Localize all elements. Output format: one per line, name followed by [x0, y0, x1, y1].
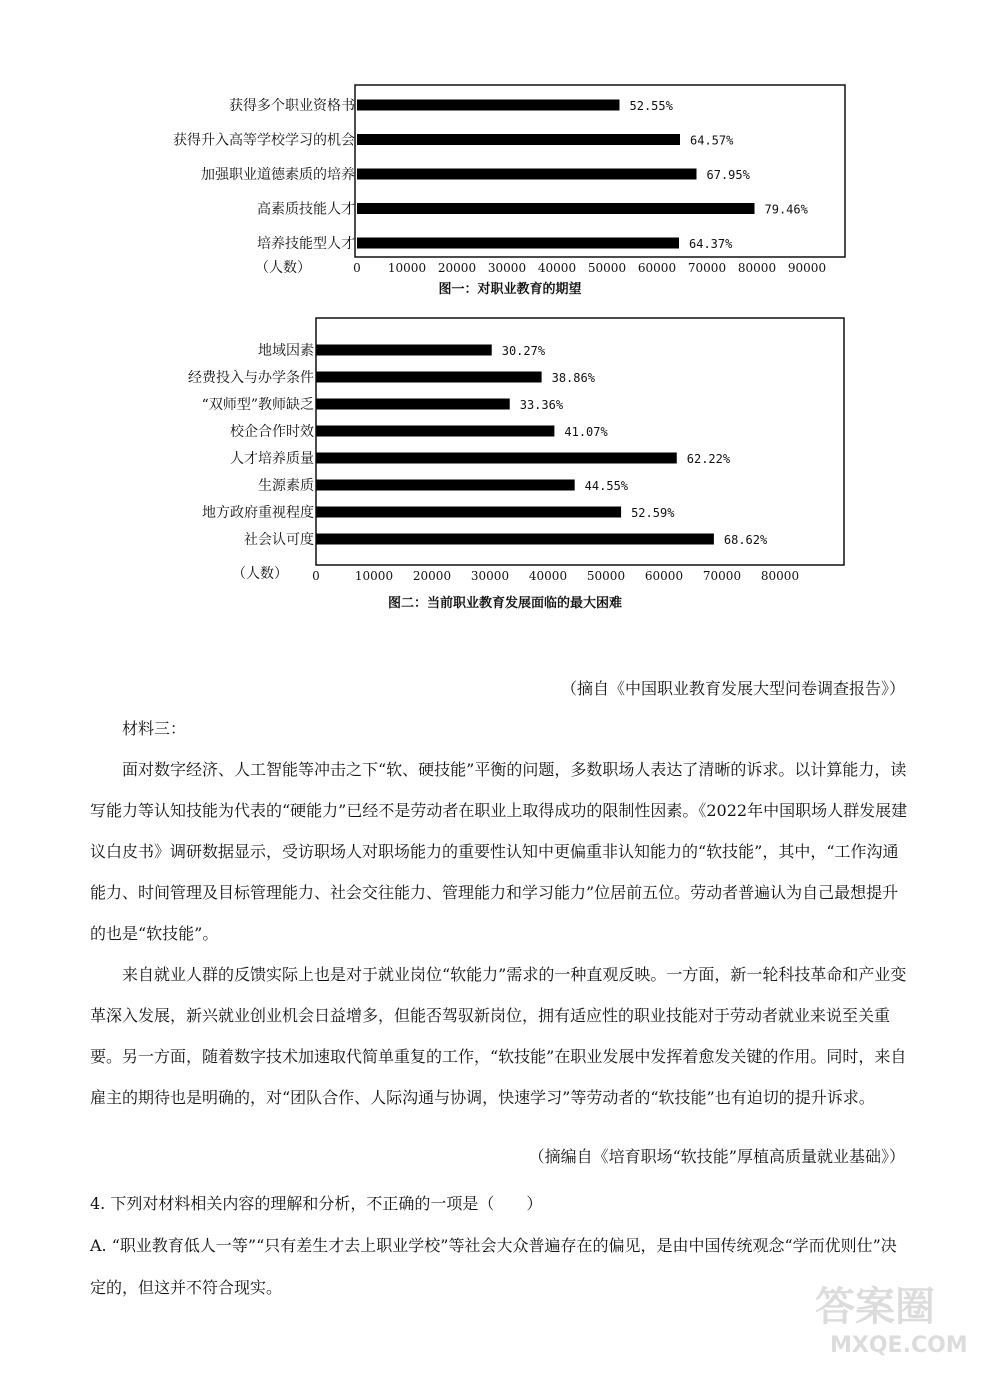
chart1-tick-label: 50000 — [587, 261, 627, 275]
chart1-tick-label: 60000 — [637, 261, 677, 275]
chart2-bar — [316, 426, 554, 437]
chart2-tick-label: 50000 — [586, 569, 626, 583]
watermark-url: MXQE.COM — [830, 1333, 968, 1358]
chart2-tick-label: 10000 — [354, 569, 394, 583]
chart1-bar — [357, 238, 679, 249]
question-stem: 4. 下列对材料相关内容的理解和分析，不正确的一项是（ ） — [90, 1194, 543, 1213]
chart2-category-label: 地方政府重视程度 — [202, 505, 314, 521]
chart2-bar — [316, 399, 510, 410]
chart1-data-label: 64.37% — [689, 237, 733, 251]
chart1-tick-label: 20000 — [437, 261, 477, 275]
chart2-bar — [316, 534, 714, 545]
chart2-ylabel: （人数） — [232, 566, 288, 582]
paragraph-1: 面对数字经济、人工智能等冲击之下“软、硬技能”平衡的问题，多数职场人表达了清晰的诉求。以计算能力，读写能力等认知技能为代表的“硬能力”已经不是劳动者在职业上取得成功的限制性因素。《2022年中国职场人群发展建议白皮书》调研数据显示，受访职场人对职场能力的重要性认知中更偏重非认知能力的“软技能”，其中，“工作沟通能力、时间管理及目标管理能力、社会交往能力、管理能力和学习能力”位居前五位。劳动者普遍认为自己最想提升的也是“软技能”。 — [90, 760, 908, 943]
chart2-data-label: 38.86% — [551, 371, 595, 385]
chart1-tick-label: 90000 — [787, 261, 827, 275]
chart1-category-label: 培养技能型人才 — [257, 236, 355, 252]
chart2-category-label: 校企合作时效 — [230, 424, 314, 440]
chart1-tick-label: 30000 — [487, 261, 527, 275]
chart2-title: 图二：当前职业教育发展面临的最大困难 — [387, 596, 623, 611]
chart2-tick-label: 40000 — [528, 569, 568, 583]
chart2-tick-label: 0 — [312, 569, 320, 583]
chart2-tick-label: 30000 — [470, 569, 510, 583]
chart1-bar — [357, 134, 680, 145]
chart2-data-label: 33.36% — [519, 398, 564, 412]
chart1-ylabel: （人数） — [255, 260, 311, 276]
chart2-tick-label: 20000 — [412, 569, 452, 583]
chart1-tick-label: 10000 — [387, 261, 427, 275]
chart1-category-label: 加强职业道德素质的培养 — [201, 167, 355, 183]
chart2-bar — [316, 480, 575, 491]
chart1-tick-label: 80000 — [737, 261, 777, 275]
watermark-logo — [810, 1270, 980, 1360]
chart2-category-label: 人才培养质量 — [230, 451, 314, 467]
watermark-text: 答案圈 — [815, 1284, 935, 1330]
chart1-bar — [357, 169, 697, 180]
charts-area — [0, 0, 1000, 640]
material-title: 材料三： — [122, 719, 187, 738]
source-citation-2: （摘编自《培育职场“软技能”厚植高质量就业基础》） — [528, 1147, 905, 1166]
chart1-bar — [357, 203, 755, 214]
chart1-category-label: 获得升入高等学校学习的机会 — [173, 132, 355, 149]
chart2-bar — [316, 453, 677, 464]
source-citation-1: （摘自《中国职业教育发展大型问卷调查报告》） — [560, 679, 905, 698]
chart1-bar — [357, 100, 620, 111]
chart1-category-label: 获得多个职业资格书 — [229, 98, 355, 114]
chart1-title: 图一：对职业教育的期望 — [438, 282, 582, 297]
option-a: A. “职业教育低人一等”“只有差生才去上职业学校”等社会大众普遍存在的偏见，是由中国传统观念“学而优则仕”决定的，但这并不符合现实。 — [90, 1236, 897, 1297]
chart2-bar — [316, 345, 492, 356]
chart2-category-label: 地域因素 — [258, 343, 314, 359]
chart1-data-label: 64.57% — [690, 133, 734, 148]
chart1-data-label: 67.95% — [706, 168, 750, 182]
chart2-category-label: 经费投入与办学条件 — [188, 370, 314, 386]
chart2-bar — [316, 507, 621, 518]
chart2-data-label: 62.22% — [686, 452, 731, 466]
chart2-tick-label: 60000 — [644, 569, 684, 583]
chart2-category-label: “双师型”教师缺乏 — [201, 397, 314, 413]
chart2-data-label: 52.59% — [631, 506, 675, 520]
chart2-category-label: 生源素质 — [258, 478, 314, 494]
chart1-data-label: 52.55% — [629, 99, 673, 113]
chart1-tick-label: 70000 — [687, 261, 727, 275]
chart1-tick-label: 40000 — [537, 261, 577, 275]
chart2-data-label: 68.62% — [723, 533, 768, 547]
chart1-category-label: 高素质技能人才 — [257, 201, 355, 218]
chart2-bar — [316, 372, 542, 383]
chart2-data-label: 41.07% — [564, 425, 608, 439]
chart1-data-label: 79.46% — [764, 202, 808, 217]
chart2-data-label: 30.27% — [501, 344, 546, 358]
paragraph-2: 来自就业人群的反馈实际上也是对于就业岗位“软能力”需求的一种直观反映。一方面，新一轮科技革命和产业变革深入发展，新兴就业创业机会日益增多，但能否驾驭新岗位，拥有适应性的职业技能对于劳动者就业来说至关重要。另一方面，随着数字技术加速取代简单重复的工作，“软技能”在职业发展中发挥着愈发关键的作用。同时，来自雇主的期待也是明确的，对“团队合作、人际沟通与协调，快速学习”等劳动者的“软技能”也有迫切的提升诉求。 — [90, 965, 907, 1107]
chart2-tick-label: 70000 — [702, 569, 742, 583]
chart2-category-label: 社会认可度 — [244, 532, 314, 548]
question-4 — [90, 1183, 910, 1309]
chart2-tick-label: 80000 — [760, 569, 800, 583]
chart2-data-label: 44.55% — [584, 479, 629, 493]
material-three — [90, 708, 910, 1118]
chart1-tick-label: 0 — [353, 261, 361, 275]
